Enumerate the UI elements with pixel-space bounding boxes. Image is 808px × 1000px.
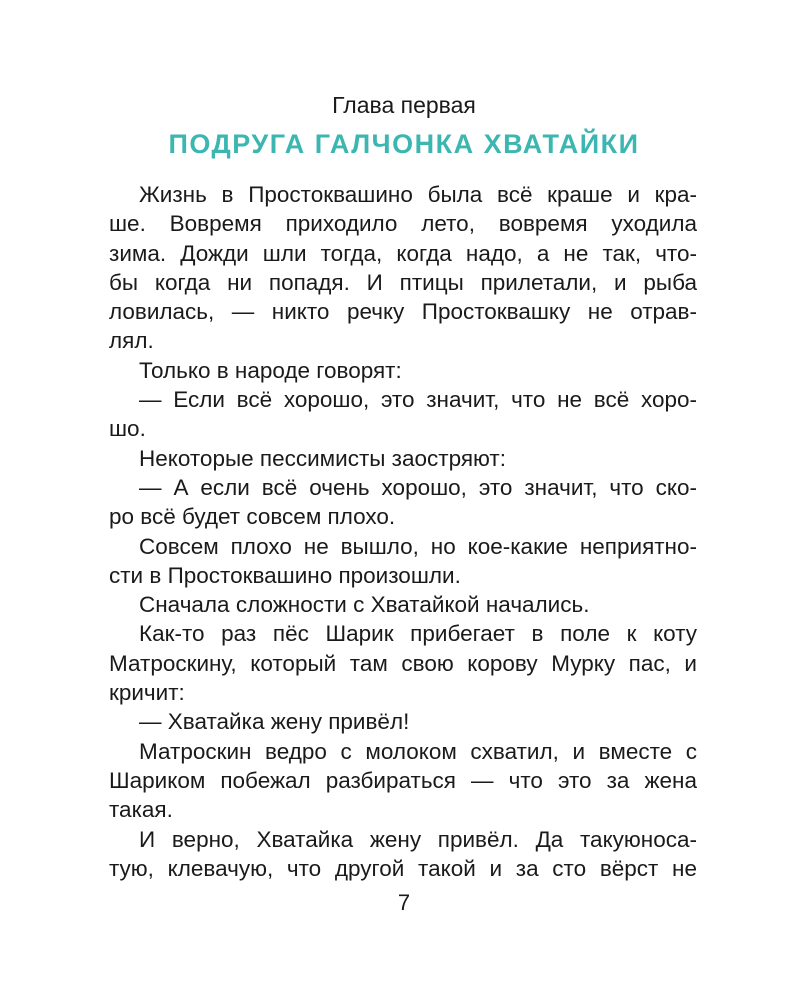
text-line: сти в Простоквашино произошли. bbox=[109, 562, 461, 588]
text-line: зима. Дожди шли тогда, когда надо, а не так, что- bbox=[109, 240, 697, 266]
text-line: Совсем плохо не вышло, но кое-какие неприятно- bbox=[139, 533, 697, 559]
text-line: Шариком побежал разбираться — что это за жена bbox=[109, 767, 697, 793]
text-line: тую, клевачую, что другой такой и за сто вёрст не bbox=[109, 855, 697, 881]
text-line: такая. bbox=[109, 797, 173, 823]
text-line: ловилась, — никто речку Простоквашку не отрав- bbox=[109, 299, 697, 325]
text-line: кричит: bbox=[109, 680, 185, 706]
text-line: ше. Вовремя приходило лето, вовремя уходила bbox=[109, 211, 697, 237]
text-line: — Хватайка жену привёл! bbox=[139, 709, 410, 735]
body-text bbox=[109, 180, 697, 883]
chapter-title: ПОДРУГА ГАЛЧОНКА ХВАТАЙКИ bbox=[168, 129, 640, 159]
text-line: Сначала сложности с Хватайкой начались. bbox=[139, 592, 590, 618]
text-line: лял. bbox=[109, 328, 154, 354]
text-line: Матроскину, который там свою корову Мурку пас, и bbox=[109, 650, 697, 676]
page-number: 7 bbox=[397, 890, 411, 915]
text-line: шо. bbox=[109, 416, 146, 442]
text-line: И верно, Хватайка жену привёл. Да такуюноса- bbox=[139, 826, 697, 852]
text-line: Жизнь в Простоквашино была всё краше и кра- bbox=[139, 182, 697, 207]
text-line: Некоторые пессимисты заостряют: bbox=[139, 445, 506, 471]
text-line: — А если всё очень хорошо, это значит, что ско- bbox=[139, 474, 697, 500]
text-line: Только в народе говорят: bbox=[139, 357, 402, 383]
text-line: Как-то раз пёс Шарик прибегает в поле к коту bbox=[139, 621, 697, 647]
text-line: ро всё будет совсем плохо. bbox=[109, 504, 396, 530]
text-line: бы когда ни попадя. И птицы прилетали, и рыба bbox=[109, 269, 697, 295]
text-line: — Если всё хорошо, это значит, что не всё хоро- bbox=[139, 387, 697, 413]
text-line: Матроскин ведро с молоком схватил, и вместе с bbox=[139, 738, 697, 764]
chapter-label: Глава первая bbox=[332, 92, 476, 118]
